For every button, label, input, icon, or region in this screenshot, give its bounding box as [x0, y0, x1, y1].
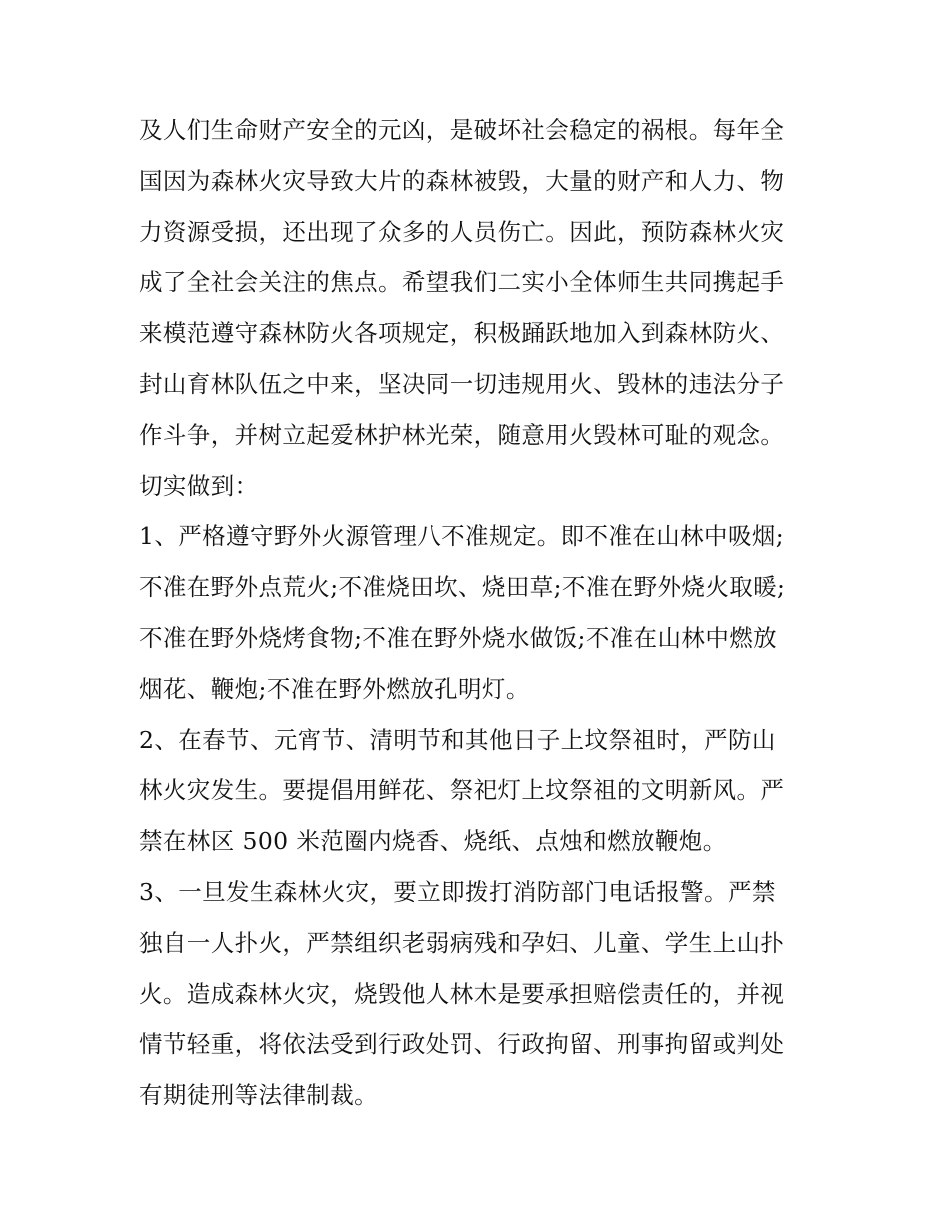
- text-line-8: 切实做到：: [139, 471, 259, 500]
- text-line-7: 作斗争，并树立起爱林护林光荣，随意用火毁林可耻的观念。: [139, 420, 785, 449]
- text-line-18: 火。造成森林火灾，烧毁他人林木是要承担赔偿责任的，并视: [139, 979, 785, 1008]
- text-line-6: 封山育林队伍之中来，坚决同一切违规用火、毁林的违法分子: [139, 369, 785, 398]
- text-line-9: 1、严格遵守野外火源管理八不准规定。即不准在山林中吸烟;: [139, 522, 785, 551]
- text-line-19: 情节轻重，将依法受到行政处罚、行政拘留、刑事拘留或判处: [139, 1030, 785, 1059]
- text-line-2: 国因为森林火灾导致大片的森林被毁，大量的财产和人力、物: [139, 166, 785, 195]
- document-body: [139, 105, 819, 1121]
- text-line-1: 及人们生命财产安全的元凶，是破坏社会稳定的祸根。每年全: [139, 116, 785, 144]
- text-line-3: 力资源受损，还出现了众多的人员伤亡。因此，预防森林火灾: [139, 217, 785, 246]
- text-line-17: 独自一人扑火，严禁组织老弱病残和孕妇、儿童、学生上山扑: [139, 928, 785, 957]
- text-line-10: 不准在野外点荒火;不准烧田坎、烧田草;不准在野外烧火取暖;: [139, 573, 786, 602]
- text-line-11: 不准在野外烧烤食物;不准在野外烧水做饭;不准在山林中燃放: [139, 623, 778, 652]
- text-line-13: 2、在春节、元宵节、清明节和其他日子上坟祭祖时，严防山: [139, 725, 776, 754]
- text-line-14: 林火灾发生。要提倡用鲜花、祭祀灯上坟祭祖的文明新风。严: [139, 776, 785, 805]
- text-line-5: 来模范遵守森林防火各项规定，积极踊跃地加入到森林防火、: [139, 319, 785, 348]
- text-line-4: 成了全社会关注的焦点。希望我们二实小全体师生共同携起手: [139, 268, 785, 297]
- text-line-20: 有期徒刑等法律制裁。: [139, 1081, 378, 1110]
- text-line-15: 禁在林区 500 米范圈内烧香、烧纸、点烛和燃放鞭炮。: [139, 827, 727, 856]
- text-line-16: 3、一旦发生森林火灾，要立即拨打消防部门电话报警。严禁: [139, 877, 776, 906]
- text-line-12: 烟花、鞭炮;不准在野外燃放孔明灯。: [139, 674, 530, 703]
